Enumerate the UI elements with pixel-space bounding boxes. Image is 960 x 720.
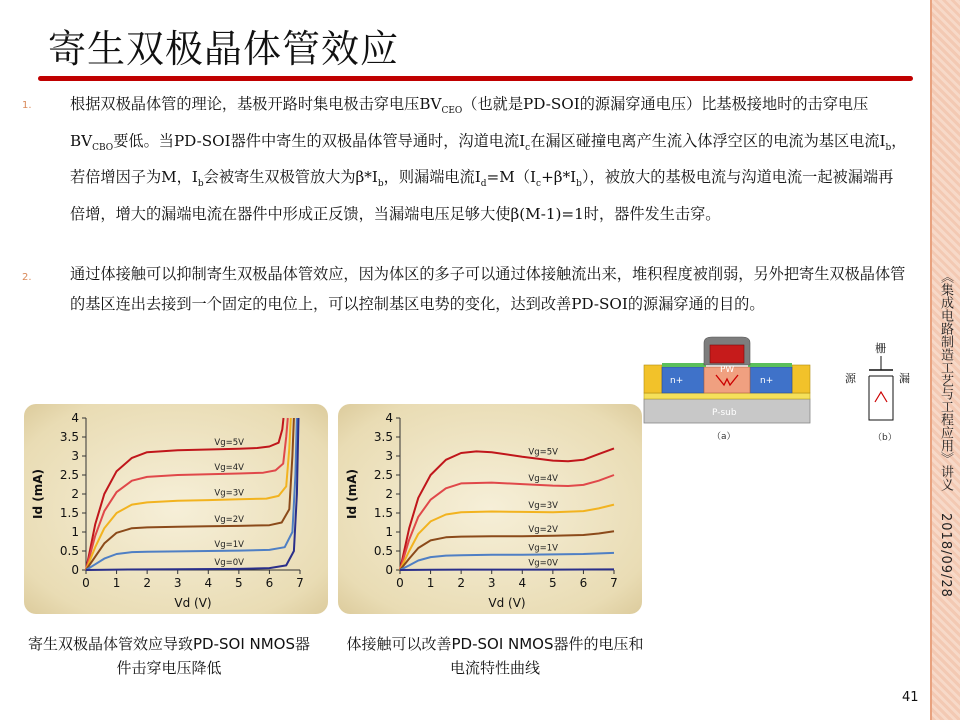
series-label: Vg=1V bbox=[214, 539, 244, 550]
y-tick-label: 3 bbox=[71, 449, 79, 463]
chart-id-vd-without-body-contact bbox=[24, 404, 328, 614]
series-line-vg-1v bbox=[400, 553, 614, 570]
right-sti bbox=[792, 365, 810, 393]
x-tick-label: 4 bbox=[518, 576, 527, 590]
series-line-vg-2v bbox=[86, 418, 294, 570]
y-tick-label: 0.5 bbox=[59, 544, 79, 558]
y-tick-label: 3.5 bbox=[373, 430, 393, 444]
x-tick-label: 4 bbox=[204, 576, 213, 590]
y-tick-label: 3.5 bbox=[59, 430, 79, 444]
label-pw: PW bbox=[720, 365, 735, 375]
x-tick-label: 1 bbox=[426, 576, 435, 590]
x-axis-label: Vd (V) bbox=[488, 596, 526, 610]
series-label: Vg=5V bbox=[214, 438, 244, 449]
label-n-plus-drain: n+ bbox=[760, 376, 774, 386]
buried-oxide bbox=[644, 393, 810, 399]
y-tick-label: 1 bbox=[385, 525, 393, 539]
y-tick-label: 2 bbox=[71, 487, 79, 501]
left-contact-layer bbox=[662, 363, 706, 367]
series-label: Vg=5V bbox=[528, 447, 558, 458]
y-tick-label: 1.5 bbox=[373, 506, 393, 520]
series-line-vg-1v bbox=[86, 418, 297, 570]
caption-chart-left: 寄生双极晶体管效应导致PD-SOI NMOS器件击穿电压降低 bbox=[27, 635, 311, 677]
x-tick-label: 6 bbox=[265, 576, 274, 590]
x-tick-label: 7 bbox=[610, 576, 618, 590]
label-drain: 漏 bbox=[899, 372, 910, 385]
series-label: Vg=3V bbox=[214, 488, 244, 499]
x-tick-label: 0 bbox=[82, 576, 90, 590]
series-label: Vg=4V bbox=[214, 462, 244, 473]
side-book-title: 《集成电路制造工艺与工程应用》讲义 bbox=[938, 270, 953, 491]
point-text-1: 根据双极晶体管的理论，基极开路时集电极击穿电压$BV_{CEO}$（也就是PD-SOI的源漏穿通电压）比基极接地时的击穿电压$BV_{CBO}$要低。当PD-SOI器件中寄生的双极晶体管导通时，沟道电流$I_c$在漏区碰撞电离产生流入体浮空区的电流为基区电流$I_b$，若倍增因子为M，$I_b$会被寄生双极管放大为$\beta*I_b$，则漏端电流$I_d=M(I_c+\beta*I_b)$，被放大的基极电流与沟道电流一起被漏端再倍增，增大的漏端电流在器件中形成正反馈，当漏端电压足够大使β(M-1)=1时，器件发生击穿。 bbox=[70, 95, 907, 223]
y-axis-label: Id (mA) bbox=[345, 469, 359, 519]
chart-id-vd-with-body-contact bbox=[338, 404, 642, 614]
parasitic-circuit-diagram bbox=[845, 340, 915, 444]
x-axis-label: Vd (V) bbox=[174, 596, 212, 610]
x-tick-label: 7 bbox=[296, 576, 304, 590]
bjt-symbol bbox=[875, 392, 887, 402]
x-tick-label: 5 bbox=[235, 576, 243, 590]
caption-chart-right: 体接触可以改善PD-SOI NMOS器件的电压和电流特性曲线 bbox=[346, 635, 644, 677]
circuit-figure-caption: （b） bbox=[873, 433, 897, 443]
series-line-vg-5v bbox=[400, 448, 614, 570]
series-label: Vg=4V bbox=[528, 473, 558, 484]
right-contact-layer bbox=[748, 363, 792, 367]
device-cross-section bbox=[640, 335, 818, 443]
chart-frame-without-body-contact bbox=[24, 404, 328, 614]
y-tick-label: 2 bbox=[385, 487, 393, 501]
label-gate: 栅 bbox=[875, 342, 886, 355]
y-tick-label: 3 bbox=[385, 449, 393, 463]
series-line-vg-2v bbox=[400, 531, 614, 570]
series-label: Vg=0V bbox=[528, 558, 558, 569]
series-line-vg-3v bbox=[86, 418, 291, 570]
y-tick-label: 1 bbox=[71, 525, 79, 539]
series-line-vg-3v bbox=[400, 505, 614, 570]
chart-frame-with-body-contact bbox=[338, 404, 642, 614]
y-tick-label: 2.5 bbox=[373, 468, 393, 482]
bjt-loop bbox=[869, 410, 893, 420]
point-number-2: 2. bbox=[22, 272, 32, 283]
y-tick-label: 0 bbox=[71, 563, 79, 577]
series-line-vg-0v bbox=[400, 569, 614, 570]
series-label: Vg=0V bbox=[214, 557, 244, 568]
y-tick-label: 1.5 bbox=[59, 506, 79, 520]
x-tick-label: 5 bbox=[549, 576, 557, 590]
page-number: 41 bbox=[902, 690, 919, 705]
gate-poly bbox=[710, 345, 744, 363]
x-tick-label: 3 bbox=[487, 576, 496, 590]
series-line-vg-4v bbox=[86, 418, 288, 570]
y-axis-label: Id (mA) bbox=[31, 469, 45, 519]
x-tick-label: 0 bbox=[396, 576, 404, 590]
y-tick-label: 2.5 bbox=[59, 468, 79, 482]
x-tick-label: 2 bbox=[457, 576, 465, 590]
y-tick-label: 4 bbox=[385, 411, 393, 425]
label-source: 源 bbox=[845, 372, 856, 385]
side-lecture-label bbox=[932, 270, 958, 660]
x-tick-label: 3 bbox=[173, 576, 182, 590]
series-label: Vg=2V bbox=[528, 524, 558, 535]
x-tick-label: 2 bbox=[143, 576, 151, 590]
x-tick-label: 6 bbox=[579, 576, 588, 590]
series-label: Vg=3V bbox=[528, 501, 558, 512]
label-p-sub: P-sub bbox=[712, 408, 737, 418]
point-number-1: 1. bbox=[22, 100, 32, 111]
left-sti bbox=[644, 365, 662, 393]
point-text-2: 通过体接触可以抑制寄生双极晶体管效应，因为体区的多子可以通过体接触流出来，堆积程度被削弱，另外把寄生双极晶体管的基区连出去接到一个固定的电位上，可以控制基区电势的变化，达到改善PD-SOI的源漏穿通的目的。 bbox=[70, 265, 906, 313]
side-date: 2018/09/28 bbox=[938, 513, 953, 599]
device-figure-caption: （a） bbox=[712, 432, 736, 442]
series-line-vg-0v bbox=[86, 418, 299, 570]
series-label: Vg=2V bbox=[214, 515, 244, 526]
page-title: 寄生双极晶体管效应 bbox=[48, 27, 400, 71]
title-underline bbox=[38, 76, 913, 81]
series-label: Vg=1V bbox=[528, 543, 558, 554]
y-tick-label: 4 bbox=[71, 411, 79, 425]
x-tick-label: 1 bbox=[112, 576, 121, 590]
label-n-plus-source: n+ bbox=[670, 376, 684, 386]
y-tick-label: 0 bbox=[385, 563, 393, 577]
y-tick-label: 0.5 bbox=[373, 544, 393, 558]
